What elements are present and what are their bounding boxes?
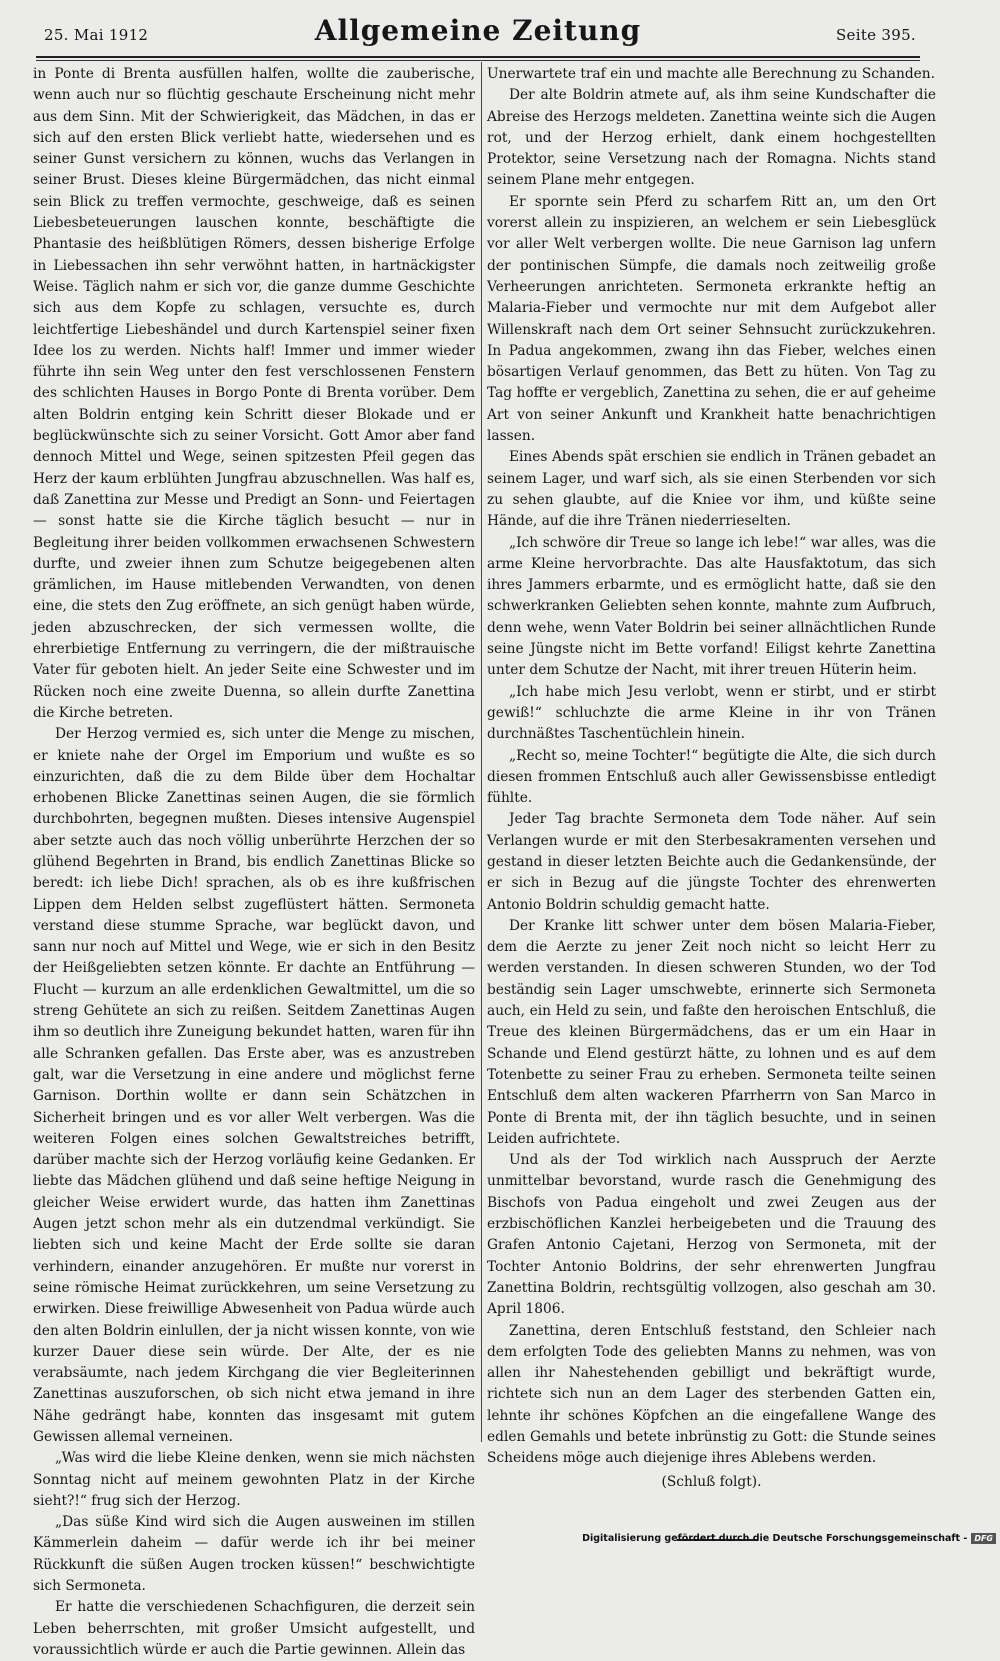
right-column: [487, 64, 936, 1541]
paragraph: „Was wird die liebe Kleine denken, wenn sie mich nächsten Sonntag nicht auf meinem gewohnten Platz in der Kirche sieht?!“ frug sich der Herzog.: [33, 1450, 475, 1509]
paragraph: Zanettina, deren Entschluß feststand, den Schleier nach dem erfolgten Tode des geliebten Manns zu nehmen, was von allen ihr Nahestehenden gebilligt und bekräftigt wurde, richtete sich nun an dem Lager des sterbenden Gatten ein, lehnte ihr schönes Köpfchen an die eingefallene Wange des edlen Gemahls und betete inbrünstig zu Gott: die Stunde seines Scheidens möge auch diejenige ihres Ablebens werden.: [487, 1322, 936, 1467]
column-divider: [481, 62, 482, 1442]
issue-date: 25. Mai 1912: [44, 26, 149, 44]
paragraph: Der alte Boldrin atmete auf, als ihm seine Kundschafter die Abreise des Herzogs meldeten. Zanettina weinte sich die Augen rot, und der Herzog erhielt, dank einem hochgestellten Protektor, seine Versetzung nach der Romagna. Nichts stand seinem Plane mehr entgegen.: [487, 87, 936, 189]
page-header: [36, 14, 920, 54]
paragraph: „Das süße Kind wird sich die Augen ausweinen im stillen Kämmerlein daheim — dafür werde ich ihr bei meiner Rückkunft die süßen Augen trocken küssen!“ beschwichtigte sich Sermoneta.: [33, 1514, 475, 1595]
paragraph: in Ponte di Brenta ausfüllen halfen, wollte die zauberische, wenn auch nur so flüchtig geschaute Erscheinung nicht mehr aus dem Sinn. Mit der Schwierigkeit, das Mädchen, in das er sich auf den ersten Blick verliebt hatte, wiedersehen und es seiner Gunst versichern zu können, wuchs das Verlangen in seiner Brust. Dieses kleine Bürgermädchen, das nicht einmal sein Blick zu treffen vermochte, geschweige, daß es seinen Liebesbeteuerungen lauschen konnte, beschäftigte die Phantasie des heißblütigen Römers, dessen bisherige Erfolge in Liebessachen ihn sehr verwöhnt hatten, in hartnäckigster Weise. Täglich nahm er sich vor, die ganze dumme Geschichte sich aus dem Kopfe zu schlagen, versuchte es, durch leichtfertige Liebeshändel und durch Kartenspiel seiner fixen Idee los zu werden. Nichts half! Immer und immer wieder führte ihn sein Weg unter den fest verschlossenen Fenstern des schlichten Hauses in Borgo Ponte di Brenta vorüber. Dem alten Boldrin entging kein Schritt dieser Blokade und er beglückwünschte sich zu seiner Vorsicht. Gott Amor aber fand dennoch Mittel und Wege, seinen spitzesten Pfeil gegen das Herz der kaum erblühten Jungfrau abzuschnellen. Was half es, daß Zanettina zur Messe und Predigt an Sonn- und Feiertagen — sonst hatte sie die Kirche täglich besucht — nur in Begleitung ihrer beiden vollkommen erwachsenen Schwestern durfte, und zweier ihnen zum Schutze beigegebenen alten grämlichen, im Hause mitlebenden Verwandten, von denen eine, die stets den Zug eröffnete, an sich genügt haben würde, jeden abzuschrecken, der sich vermessen wollte, die ehrerbietige Entfernung zu verringern, die der mißtrauische Vater für geboten hielt. An jeder Seite eine Schwester und im Rücken noch eine zweite Duenna, so allein durfte Zanettina die Kirche betreten.: [33, 66, 475, 721]
newspaper-title: Allgemeine Zeitung: [314, 14, 642, 47]
continued-note: (Schluß folgt).: [661, 1473, 762, 1490]
footer-text: Digitalisierung gefördert durch die Deutsche Forschungsgemeinschaft -: [582, 1533, 968, 1544]
left-column: [33, 64, 475, 1661]
paragraph: „Ich schwöre dir Treue so lange ich lebe!“ war alles, was die arme Kleine hervorbrachte. Das alte Hausfaktotum, das sich ihres Jammers erbarmte, und es ermöglicht hatte, daß sie den schwerkranken Geliebten sehen konnte, mahnte zum Aufbruch, denn wehe, wenn Vater Boldrin bei seiner allnächtlichen Runde seine Jüngste nicht im Bette vorfand! Eiligst kehrte Zanettina unter dem Schutze der Nacht, mit ihrer treuen Hüterin heim.: [487, 534, 936, 679]
paragraph: Jeder Tag brachte Sermoneta dem Tode näher. Auf sein Verlangen wurde er mit den Sterbesakramenten versehen und gestand in dieser letzten Beichte auch die Gedankensünde, der er sich in Bezug auf die jüngste Tochter des ehrenwerten Antonio Boldrin schuldig gemacht hatte.: [487, 811, 936, 913]
header-rule-thin: [36, 60, 920, 61]
page-number: Seite 395.: [835, 26, 916, 44]
paragraph: Der Herzog vermied es, sich unter die Menge zu mischen, er kniete nahe der Orgel im Emporium und wußte es so einzurichten, daß die zu dem Bilde über dem Hochaltar erhobenen Blicke Zanettinas seinen Augen, die sie förmlich durchbohrten, begegnen mußten. Dieses intensive Augenspiel aber setzte auch das noch völlig unberührte Herzchen der so glühend Begehrten in Brand, bis endlich Zanettinas Blicke so beredt: ich liebe Dich! sprachen, als ob es ihre kußfrischen Lippen dem Helden selbst zugeflüstert hätten. Sermoneta verstand diese stumme Sprache, war beglückt davon, und sann nur noch auf Mittel und Wege, wie er sich in den Besitz der Heißgeliebten setzen könnte. Er dachte an Entführung — Flucht — kurzum an alle erdenklichen Gewaltmittel, um die so streng Gehütete an sich zu reißen. Seitdem Zanettinas Augen ihm so deutlich ihre Zuneigung bekundet hatten, waren für ihn alle Schranken gefallen. Das Erste aber, was es anzustreben galt, war die Versetzung in eine andere und möglichst ferne Garnison. Dorthin wollte er dann sein Schätzchen in Sicherheit bringen und es vor aller Welt verbergen. Was die weiteren Folgen eines solchen Gewaltstreiches betrifft, darüber machte sich der Herzog vorläufig keine Gedanken. Er liebte das Mädchen glühend und daß seine heftige Neigung in gleicher Weise erwidert wurde, das hatten ihm Zanettinas Augen jetzt schon mehr als ein dutzendmal verkündigt. Sie liebten sich und keine Macht der Erde sollte sie daran verhindern, einander anzugehören. Er mußte nur vorerst in seine römische Heimat zurückkehren, um seine Versetzung zu erwirken. Diese freiwillige Abwesenheit von Padua würde auch den alten Boldrin einlullen, der ja nicht wissen konnte, von wie kurzer Dauer diese sein würde. Der Alte, der es nie verabsäumte, nach jedem Kirchgang die vier Begleiterinnen Zanettinas auszuforschen, ob sich nicht etwa jemand in ihre Nähe gedrängt habe, konnten das insgesamt mit gutem Gewissen allemal verneinen.: [33, 726, 475, 1445]
paragraph: „Recht so, meine Tochter!“ begütigte die Alte, die sich durch diesen frommen Entschluß auch aller Gewissensbisse entledigt fühlte.: [487, 747, 936, 807]
dfg-logo-icon: DFG: [971, 1533, 996, 1544]
digitization-footer: [582, 1533, 996, 1544]
header-rule: [36, 56, 920, 58]
paragraph: Und als der Tod wirklich nach Ausspruch der Aerzte unmittelbar bevorstand, wurde rasch die Genehmigung des Bischofs von Padua eingeholt und zwei Zeugen aus der erzbischöflichen Kanzlei herbeigebeten und die Trauung des Grafen Antonio Cajetani, Herzog von Sermoneta, mit der Tochter Antonio Boldrins, der sehr ehrenwerten Jungfrau Zanettina Boldrin, rechtsgültig vollzogen, also geschah am 30. April 1806.: [487, 1152, 936, 1318]
paragraph: Er spornte sein Pferd zu scharfem Ritt an, um den Ort vorerst allein zu inspizieren, an welchem er sein Liebesglück vor aller Welt verbergen wollte. Die neue Garnison lag unfern der pontinischen Sümpfe, die damals noch zeitweilig große Verheerungen anrichteten. Sermoneta erkrankte heftig an Malaria-Fieber und vermochte nur mit dem Aufgebot aller Willenskraft nach dem Ort seiner Sehnsucht zurückzukehren. In Padua angekommen, zwang ihn das Fieber, welches einen bösartigen Verlauf genommen, das Bett zu hüten. Von Tag zu Tag hoffte er vergeblich, Zanettina zu sehen, die er auf geheime Art von seiner Ankunft und Krankheit hatte benachrichtigen lassen.: [487, 193, 936, 445]
paragraph: Er hatte die verschiedenen Schachfiguren, die derzeit sein Leben beherrschten, mit großer Umsicht aufgestellt, und voraussichtlich würde er auch die Partie gewinnen. Allein das: [33, 1599, 475, 1658]
paragraph: Eines Abends spät erschien sie endlich in Tränen gebadet an seinem Lager, und warf sich, als sie einen Sterbenden vor sich zu sehen glaubte, auf die Kniee vor ihm, und küßte seine Hände, auf die ihre Tränen niederrieselten.: [487, 449, 936, 530]
paragraph: „Ich habe mich Jesu verlobt, wenn er stirbt, und er stirbt gewiß!“ schluchzte die arme Kleine in ihr von Tränen durchnäßtes Taschentüchlein hinein.: [487, 683, 936, 743]
paragraph: Der Kranke litt schwer unter dem bösen Malaria-Fieber, dem die Aerzte zu jener Zeit noch nicht so leicht Herr zu werden verstanden. In diesen schweren Stunden, wo der Tod beständig sein Lager umschwebte, erinnerte sich Sermoneta auch, ein Held zu sein, und faßte den heroischen Entschluß, die Treue des kleinen Bürgermädchens, das er um ein Haar in Schande und Elend gestürzt hätte, zu lohnen und es auf dem Totenbette zu seiner Frau zu erheben. Sermoneta teilte seinen Entschluß dem alten wackeren Pfarrherrn von San Marco in Ponte di Brenta mit, der ihn täglich besuchte, und in seinen Leiden aufrichtete.: [487, 917, 936, 1147]
paragraph: Unerwartete traf ein und machte alle Berechnung zu Schanden.: [487, 66, 936, 82]
